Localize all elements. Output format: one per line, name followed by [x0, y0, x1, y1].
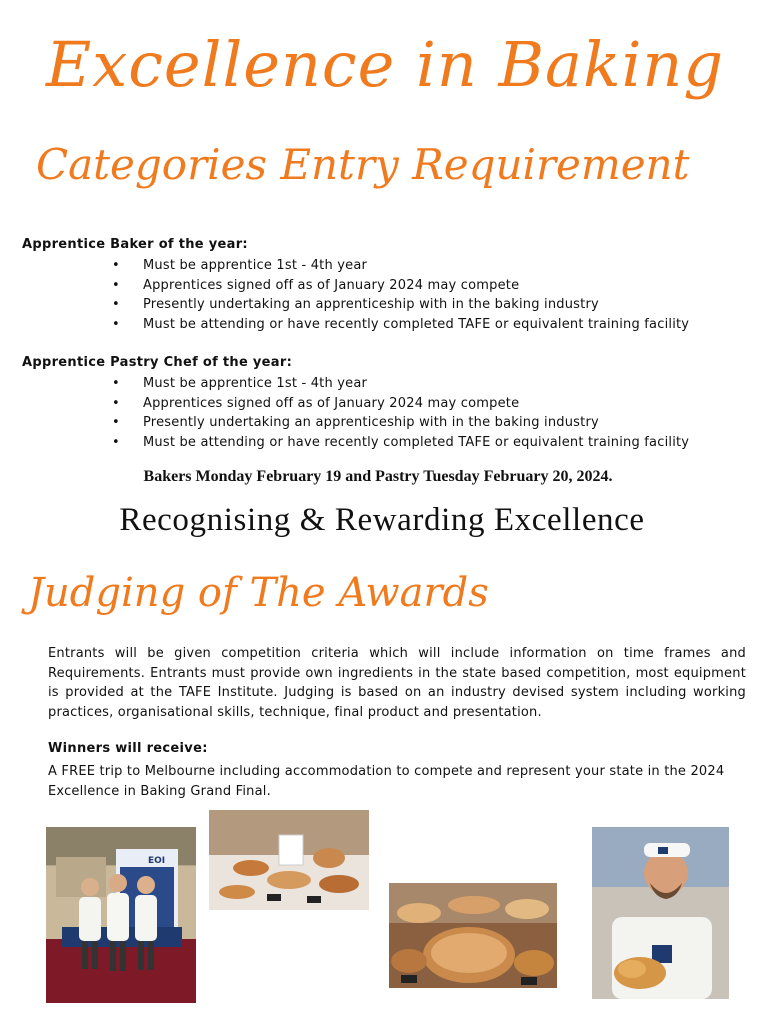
- baker-portrait-photo: [592, 827, 729, 999]
- winners-paragraph: A FREE trip to Melbourne including accommodation to compete and represent your state in the 2024 Excellence in Baking Grand Final.: [48, 764, 725, 799]
- pastry-requirements-list: [112, 374, 689, 452]
- judging-paragraph: Entrants will be given competition criteria which will include information on time frames and Requirements. Entrants must provide own ingredients in the state based competition, most equipment is provided at the TAFE Institute. Judging is based on an industry devised system including working practices, organisational skills, technique, final product and presentation.: [48, 646, 746, 720]
- list-item: • Must be apprentice 1st - 4th year: [112, 374, 689, 394]
- apprentices-group-photo: [46, 827, 196, 1003]
- list-item: • Presently undertaking an apprenticeship with in the baking industry: [112, 413, 689, 433]
- pastry-display-illustration: [209, 810, 369, 910]
- baker-portrait-illustration: [592, 827, 729, 999]
- list-item: • Must be apprentice 1st - 4th year: [112, 256, 689, 276]
- eoi-badge-text: EOI: [148, 856, 166, 866]
- recognising-heading: Recognising & Rewarding Excellence: [119, 502, 645, 538]
- list-item: • Presently undertaking an apprenticeship with in the baking industry: [112, 295, 689, 315]
- list-item: • Must be attending or have recently completed TAFE or equivalent training facility: [112, 433, 689, 453]
- list-item: • Apprentices signed off as of January 2024 may compete: [112, 394, 689, 414]
- competition-dates: Bakers Monday February 19 and Pastry Tuesday February 20, 2024.: [143, 468, 613, 485]
- baker-requirements-list: [112, 256, 689, 334]
- bread-display-photo: [389, 883, 557, 988]
- bread-display-illustration: [389, 883, 557, 988]
- categories-heading: Categories Entry Requirement: [36, 140, 690, 189]
- list-item: • Must be attending or have recently completed TAFE or equivalent training facility: [112, 315, 689, 335]
- pastry-display-photo: [209, 810, 369, 910]
- winners-heading: Winners will receive:: [48, 741, 208, 756]
- judging-heading: Judging of The Awards: [28, 570, 489, 616]
- document-title: Excellence in Baking: [45, 28, 725, 101]
- pastry-category-heading: Apprentice Pastry Chef of the year:: [22, 355, 293, 370]
- baker-category-heading: Apprentice Baker of the year:: [22, 237, 248, 252]
- list-item: • Apprentices signed off as of January 2024 may compete: [112, 276, 689, 296]
- apprentices-group-illustration: [46, 827, 196, 1003]
